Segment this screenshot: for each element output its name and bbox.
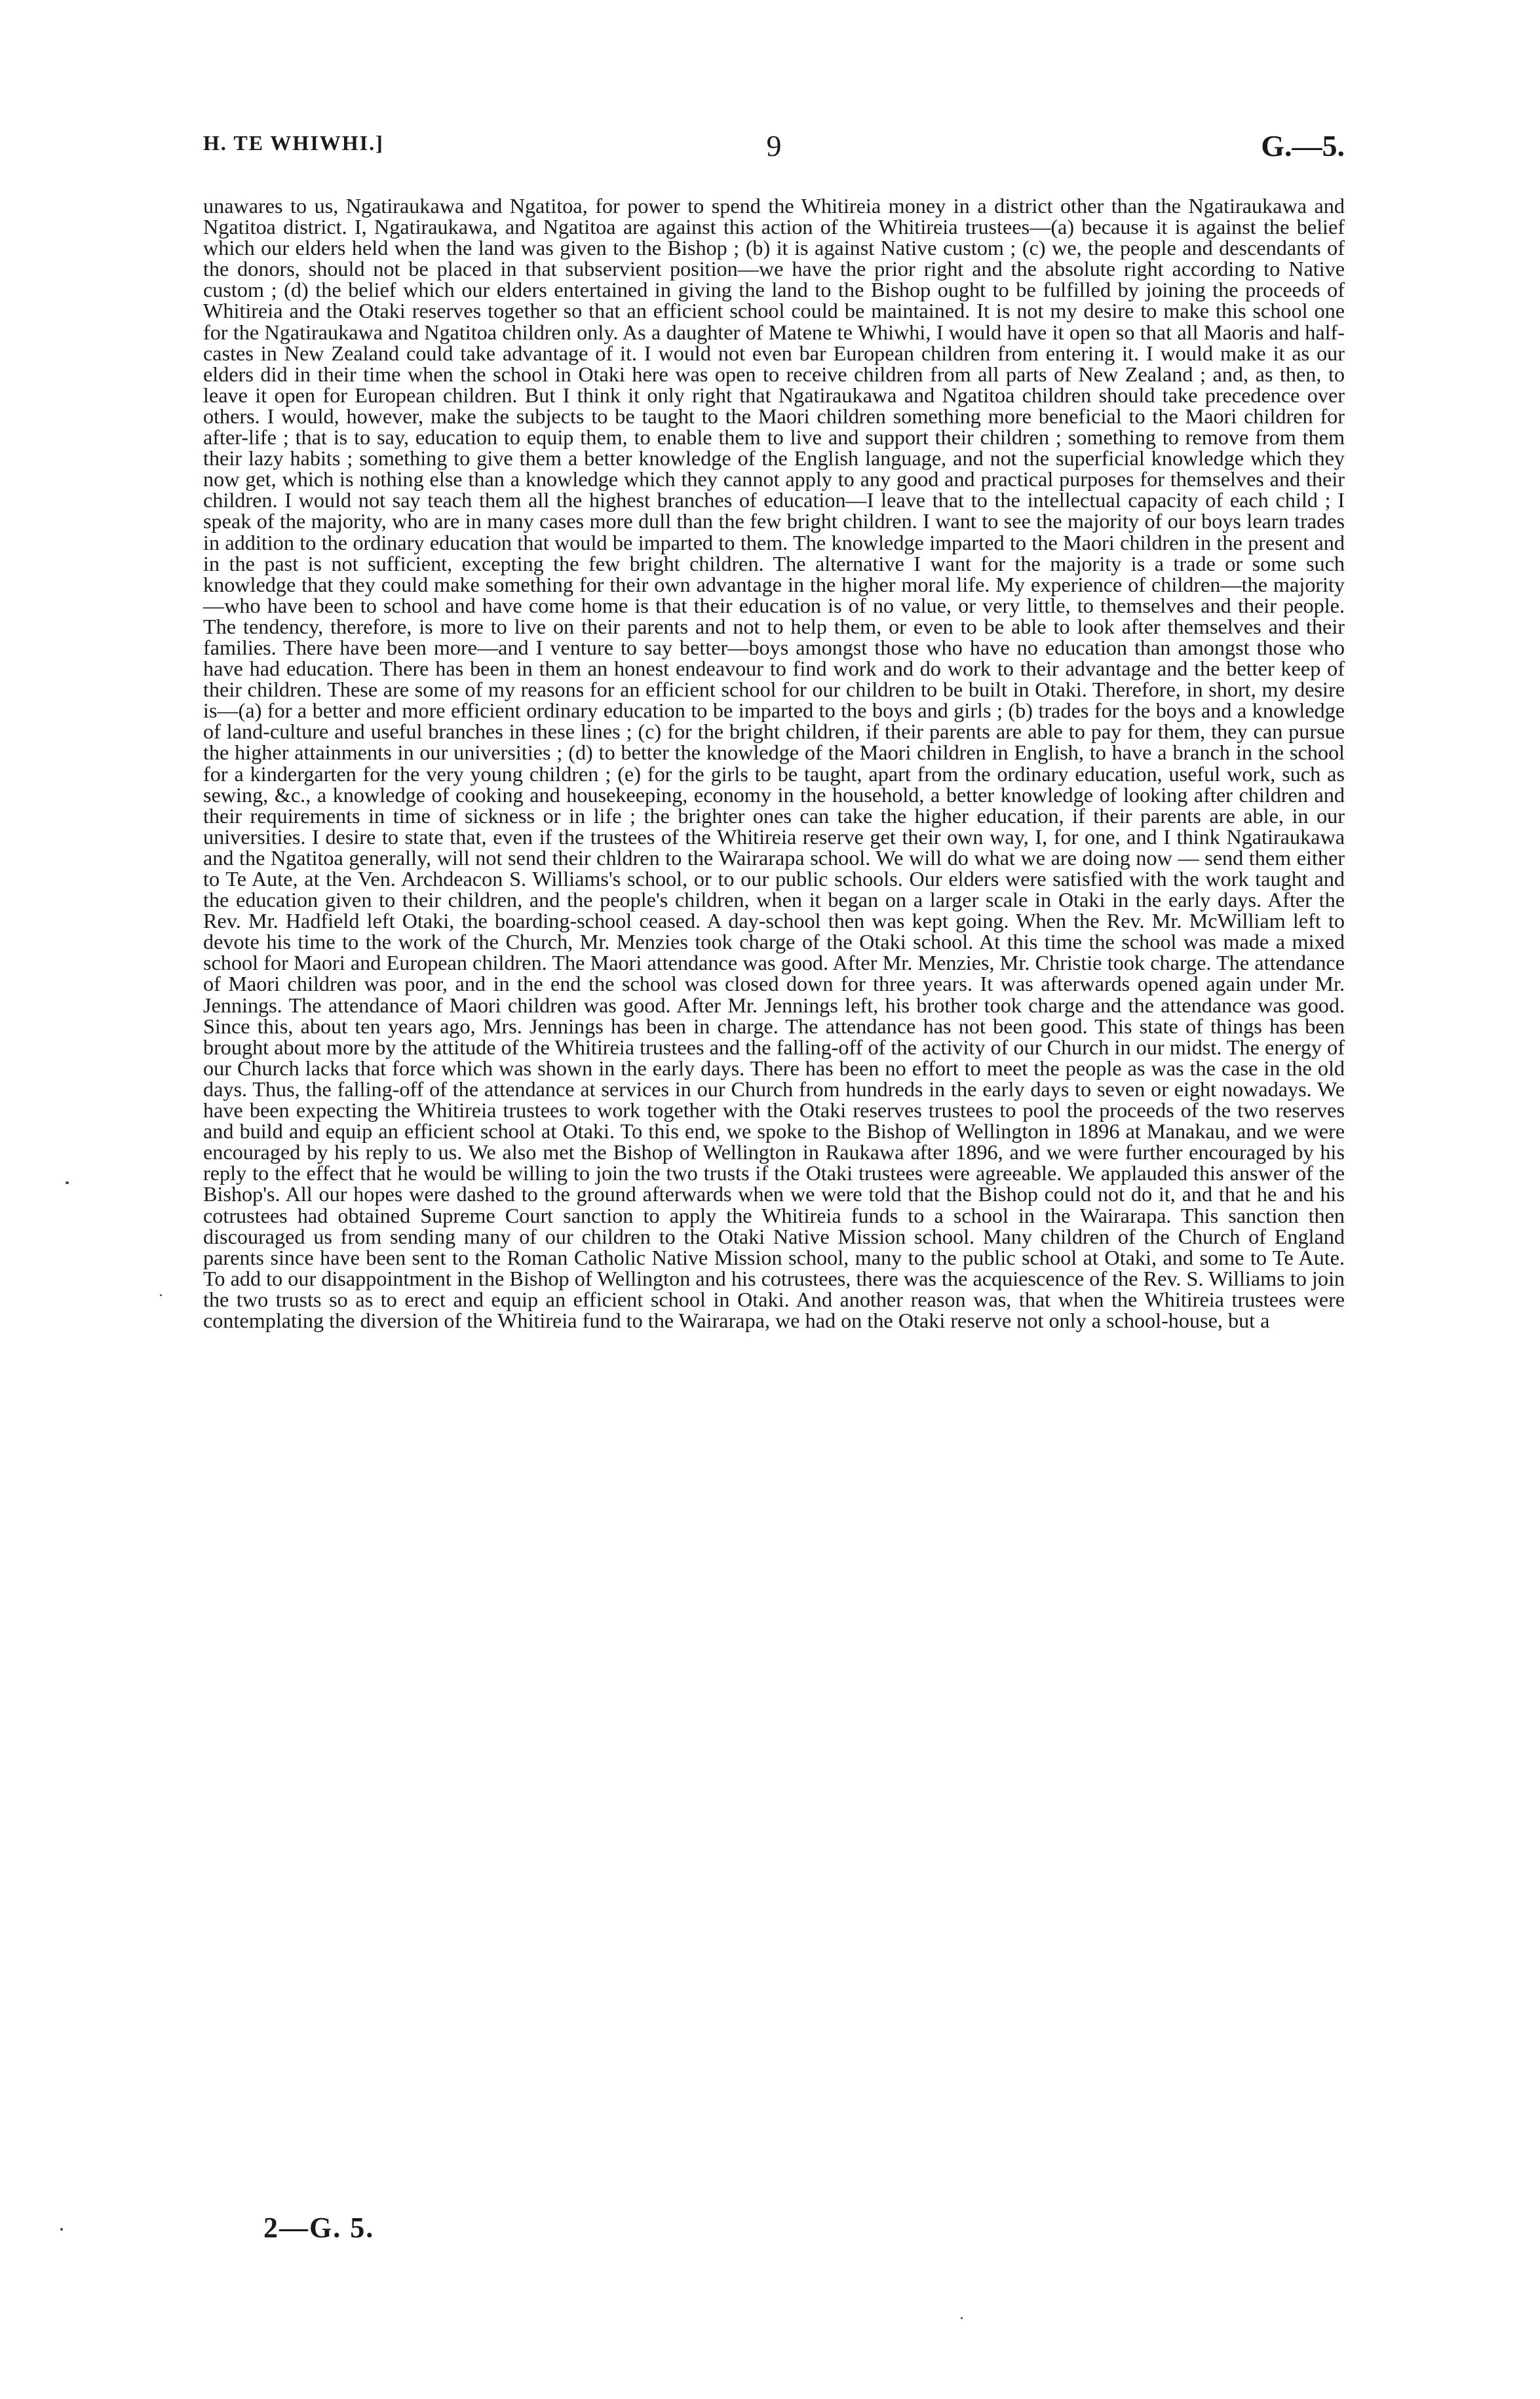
running-head-author: H. TE WHIWHI.]: [203, 131, 384, 155]
page-header: [203, 128, 1345, 168]
scan-speck: [66, 1181, 69, 1184]
document-reference: G.—5.: [1261, 129, 1345, 163]
scan-speck: [961, 2317, 963, 2319]
scan-speck: [60, 2228, 63, 2231]
scan-speck: [160, 1294, 162, 1296]
sheet-signature: 2—G. 5.: [263, 2212, 375, 2244]
page-number: 9: [766, 129, 782, 163]
body-text: [203, 195, 1345, 1331]
body-paragraph: unawares to us, Ngatiraukawa and Ngatitoa, for power to spend the Whitireia money in a district other than the Ngatiraukawa and Ngatitoa district. I, Ngatiraukawa, and Ngatitoa are against this action of the Whitireia trustees—(a) because it is against the belief which our elders held when the land was given to the Bishop ; (b) it is against Native custom ; (c) we, the people and descendants of the donors, should not be placed in that subservient position—we have the prior right and the absolute right according to Native custom ; (d) the belief which our elders entertained in giving the land to the Bishop ought to be fulfilled by joining the proceeds of Whitireia and the Otaki reserves together so that an efficient school could be maintained. It is not my desire to make this school one for the Ngatiraukawa and Ngatitoa children only. As a daughter of Matene te Whiwhi, I would have it open so that all Maoris and half-castes in New Zealand could take advantage of it. I would not even bar European children from entering it. I would make it as our elders did in their time when the school in Otaki here was open to receive children from all parts of New Zealand ; and, as then, to leave it open for European children. But I think it only right that Ngatiraukawa and Ngatitoa children should take precedence over others. I would, however, make the subjects to be taught to the Maori children something more beneficial to the Maori children for after-life ; that is to say, education to equip them, to enable them to live and support their children ; something to remove from them their lazy habits ; something to give them a better knowledge of the English language, and not the superficial knowledge which they now get, which is nothing else than a knowledge which they cannot apply to any good and practical purposes for themselves and their children. I would not say teach them all the highest branches of education—I leave that to the intellectual capacity of each child ; I speak of the majority, who are in many cases more dull than the few bright children. I want to see the majority of our boys learn trades in addition to the ordinary education that would be imparted to them. The knowledge imparted to the Maori children in the present and in the past is not sufficient, excepting the few bright children. The alternative I want for the majority is a trade or some such knowledge that they could make something for their own advantage in the higher moral life. My experience of children—the majority—who have been to school and have come home is that their education is of no value, or very little, to themselves and their people. The tendency, therefore, is more to live on their parents and not to help them, or even to be able to look after themselves and their families. There have been more—and I venture to say better—boys amongst those who have no education than amongst those who have had education. There has been in them an honest endeavour to find work and do work to their advantage and the better keep of their children. These are some of my reasons for an efficient school for our children to be built in Otaki. Therefore, in short, my desire is—(a) for a better and more efficient ordinary education to be imparted to the boys and girls ; (b) trades for the boys and a knowledge of land-culture and useful branches in these lines ; (c) for the bright children, if their parents are able to pay for them, they can pursue the higher attainments in our universities ; (d) to better the knowledge of the Maori children in English, to have a branch in the school for a kindergarten for the very young children ; (e) for the girls to be taught, apart from the ordinary education, useful work, such as sewing, &c., a knowledge of cooking and housekeeping, economy in the household, a better knowledge of looking after children and their requirements in time of sickness or in life ; the brighter ones can take the higher education, if their parents are able, in our universities. I desire to state that, even if the trustees of the Whitireia reserve get their own way, I, for one, and I think Ngatiraukawa and the Ngatitoa generally, will not send their chldren to the Wairarapa school. We will do what we are doing now — send them either to Te Aute, at the Ven. Archdeacon S. Williams's school, or to our public schools. Our elders were satisfied with the work taught and the education given to their children, and the people's children, when it began on a larger scale in Otaki in the early days. After the Rev. Mr. Hadfield left Otaki, the boarding-school ceased. A day-school then was kept going. When the Rev. Mr. McWilliam left to devote his time to the work of the Church, Mr. Menzies took charge of the Otaki school. At this time the school was made a mixed school for Maori and European children. The Maori attendance was good. After Mr. Menzies, Mr. Christie took charge. The attendance of Maori children was poor, and in the end the school was closed down for three years. It was afterwards opened again under Mr. Jennings. The attendance of Maori children was good. After Mr. Jennings left, his brother took charge and the attendance was good. Since this, about ten years ago, Mrs. Jennings has been in charge. The attendance has not been good. This state of things has been brought about more by the attitude of the Whitireia trustees and the falling-off of the activity of our Church in our midst. The energy of our Church lacks that force which was shown in the early days. There has been no effort to meet the people as was the case in the old days. Thus, the falling-off of the attendance at services in our Church from hundreds in the early days to seven or eight nowadays. We have been expecting the Whitireia trustees to work together with the Otaki reserves trustees to pool the proceeds of the two reserves and build and equip an efficient school at Otaki. To this end, we spoke to the Bishop of Wellington in 1896 at Manakau, and we were encouraged by his reply to us. We also met the Bishop of Wellington in Raukawa after 1896, and we were further encouraged by his reply to the effect that he would be willing to join the two trusts if the Otaki trustees were agreeable. We applauded this answer of the Bishop's. All our hopes were dashed to the ground afterwards when we were told that the Bishop could not do it, and that he and his cotrustees had obtained Supreme Court sanction to apply the Whitireia funds to a school in the Wairarapa. This sanction then discouraged us from sending many of our children to the Otaki Native Mission school. Many children of the Church of England parents since have been sent to the Roman Catholic Native Mission school, many to the public school at Otaki, and some to Te Aute. To add to our disappointment in the Bishop of Wellington and his cotrustees, there was the acquiescence of the Rev. S. Williams to join the two trusts so as to erect and equip an efficient school in Otaki. And another reason was, that when the Whitireia trustees were contemplating the diversion of the Whitireia fund to the Wairarapa, we had on the Otaki reserve not only a school-house, but a: [203, 194, 1345, 1332]
